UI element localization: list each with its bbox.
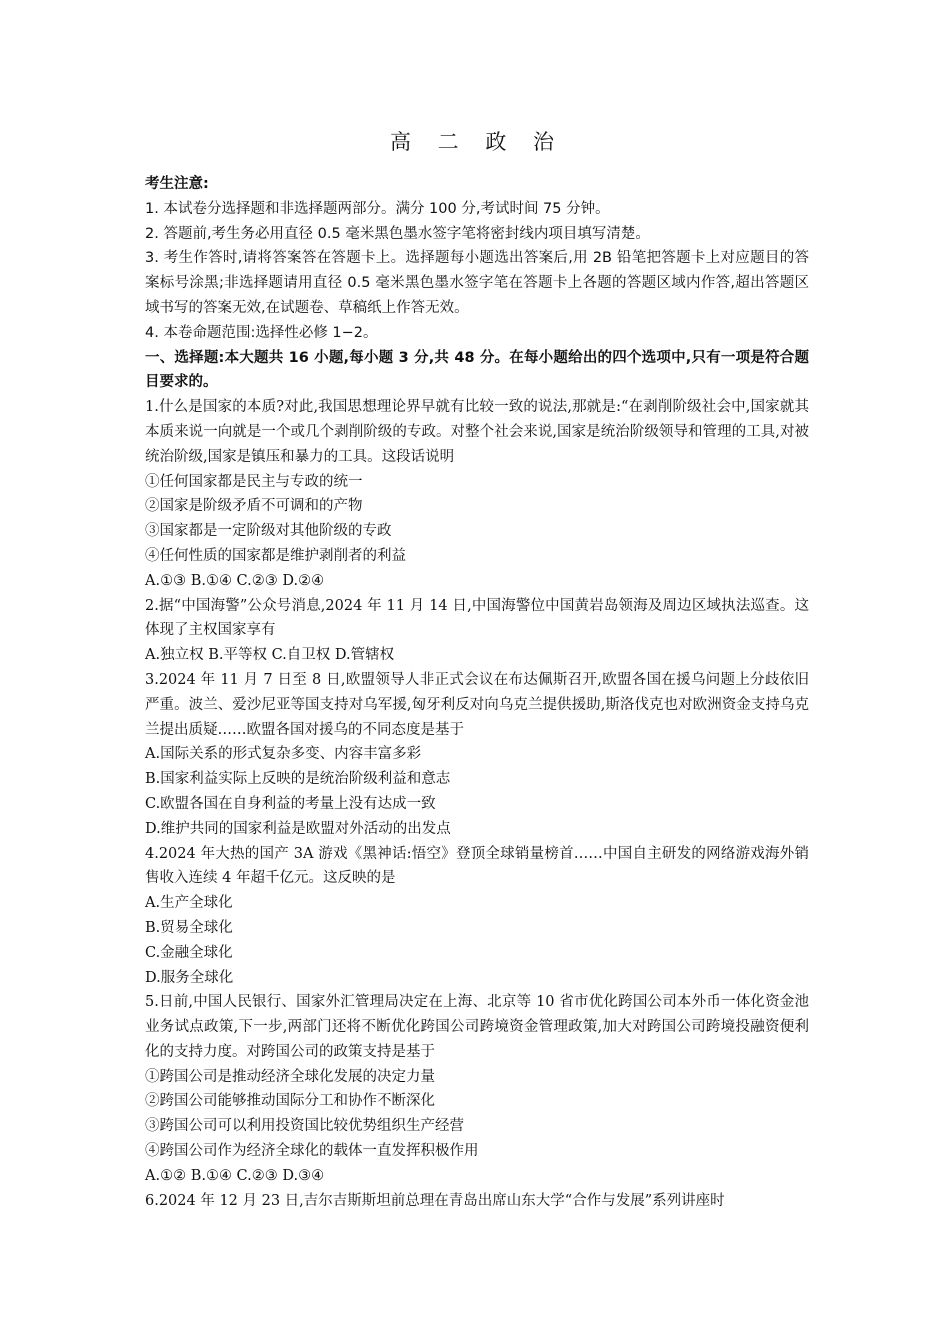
option-a: A.国际关系的形式复杂多变、内容丰富多彩 xyxy=(145,746,422,763)
notice-item-4: 4. 本卷命题范围:选择性必修 1−2。 xyxy=(145,324,378,341)
page-title: 高 二 政 治 xyxy=(389,130,565,154)
question-stem: 6.2024 年 12 月 23 日,吉尔吉斯斯坦前总理在青岛出席山东大学“合作与发展”系列讲座时 xyxy=(145,1192,725,1209)
statement-3: ③国家都是一定阶级对其他阶级的专政 xyxy=(145,523,392,540)
option-d: D.服务全球化 xyxy=(145,969,234,986)
question-stem: 3.2024 年 11 月 7 日至 8 日,欧盟领导人非正式会议在布达佩斯召开,欧盟各国在援乌问题上分歧依旧严重。波兰、爱沙尼亚等国支持对乌军援,匈牙利反对向乌克兰提供援助,斯洛伐克也对欧洲资金支持乌克兰提出质疑……欧盟各国对援乌的不同态度是基于 xyxy=(145,671,809,738)
answer-options: A.①② B.①④ C.②③ D.③④ xyxy=(145,1167,325,1184)
option-b: B.国家利益实际上反映的是统治阶级利益和意志 xyxy=(145,771,451,788)
option-d: D.维护共同的国家利益是欧盟对外活动的出发点 xyxy=(145,820,451,837)
exam-page xyxy=(145,128,809,1213)
option-c: C.欧盟各国在自身利益的考量上没有达成一致 xyxy=(145,795,436,812)
statement-2: ②跨国公司能够推动国际分工和协作不断深化 xyxy=(145,1093,435,1110)
question-2 xyxy=(145,594,809,668)
statement-1: ①跨国公司是推动经济全球化发展的决定力量 xyxy=(145,1068,435,1085)
question-stem: 5.日前,中国人民银行、国家外汇管理局决定在上海、北京等 10 省市优化跨国公司本外币一体化资金池业务试点政策,下一步,两部门还将不断优化跨国公司跨境资金管理政策,加大对跨国公司跨境投融资便利化的支持力度。对跨国公司的政策支持是基于 xyxy=(145,994,809,1060)
statement-2: ②国家是阶级矛盾不可调和的产物 xyxy=(145,498,363,515)
answer-options: A.独立权 B.平等权 C.自卫权 D.管辖权 xyxy=(145,647,395,664)
notice-heading: 考生注意: xyxy=(145,176,209,192)
answer-options: A.①③ B.①④ C.②③ D.②④ xyxy=(145,572,325,589)
question-stem: 4.2024 年大热的国产 3A 游戏《黑神话:悟空》登顶全球销量榜首……中国自主研发的网络游戏海外销售收入连续 4 年超千亿元。这反映的是 xyxy=(145,845,809,887)
question-stem: 2.据“中国海警”公众号消息,2024 年 11 月 14 日,中国海警位中国黄岩岛领海及周边区域执法巡查。这体现了主权国家享有 xyxy=(145,597,809,639)
section-heading: 一、选择题:本大题共 16 小题,每小题 3 分,共 48 分。在每小题给出的四个选项中,只有一项是符合题目要求的。 xyxy=(145,349,809,391)
option-b: B.贸易全球化 xyxy=(145,919,233,936)
question-5 xyxy=(145,990,809,1188)
question-4 xyxy=(145,842,809,991)
option-a: A.生产全球化 xyxy=(145,895,233,912)
question-stem: 1.什么是国家的本质?对此,我国思想理论界早就有比较一致的说法,那就是:“在剥削阶级社会中,国家就其本质来说一向就是一个或几个剥削阶级的专政。对整个社会来说,国家是统治阶级领导和管理的工具,对被统治阶级,国家是镇压和暴力的工具。这段话说明 xyxy=(145,399,809,465)
question-1 xyxy=(145,395,809,593)
statement-3: ③跨国公司可以利用投资国比较优势组织生产经营 xyxy=(145,1118,464,1135)
notice-item-1: 1. 本试卷分选择题和非选择题两部分。满分 100 分,考试时间 75 分钟。 xyxy=(145,200,610,217)
notice-item-2: 2. 答题前,考生务必用直径 0.5 毫米黑色墨水签字笔将密封线内项目填写清楚。 xyxy=(145,225,650,242)
statement-4: ④任何性质的国家都是维护剥削者的利益 xyxy=(145,547,406,564)
question-6 xyxy=(145,1189,809,1214)
notice-item-3: 3. 考生作答时,请将答案答在答题卡上。选择题每小题选出答案后,用 2B 铅笔把答题卡上对应题目的答案标号涂黑;非选择题请用直径 0.5 毫米黑色墨水签字笔在答题卡上各题的答题区域内作答,超出答题区域书写的答案无效,在试题卷、草稿纸上作答无效。 xyxy=(145,250,809,316)
statement-1: ①任何国家都是民主与专政的统一 xyxy=(145,473,363,490)
statement-4: ④跨国公司作为经济全球化的载体一直发挥积极作用 xyxy=(145,1143,479,1160)
question-3 xyxy=(145,668,809,842)
option-c: C.金融全球化 xyxy=(145,944,233,961)
